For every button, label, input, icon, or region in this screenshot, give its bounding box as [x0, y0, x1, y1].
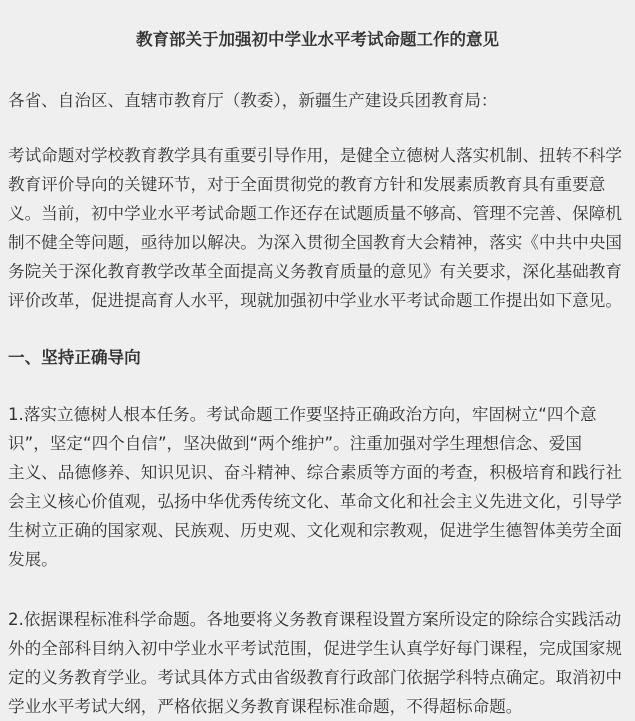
intro-paragraph [8, 141, 630, 315]
paragraph-line: 义。当前，初中学业水平考试命题工作还存在试题质量不够高、管理不完善、保障机 [8, 204, 622, 223]
paragraph-line: 发展。 [8, 550, 58, 569]
salutation-text: 各省、自治区、直辖市教育厅（教委），新疆生产建设兵团教育局： [8, 91, 498, 110]
paragraph-line: 评价改革，促进提高育人水平，现就加强初中学业水平考试命题工作提出如下意见。 [8, 291, 622, 310]
paragraph-line: 考试命题对学校教育教学具有重要引导作用，是健全立德树人落实机制、扭转不科学 [8, 146, 622, 165]
section-heading [8, 343, 630, 372]
paragraph-line: 识”，坚定“四个自信”，坚决做到“两个维护”。注重加强对学生理想信念、爱国 [8, 434, 582, 453]
paragraph-line: 主义、品德修养、知识见识、奋斗精神、综合素质等方面的考查，积极培育和践行社 [8, 463, 622, 482]
item1-paragraph [8, 400, 630, 574]
section-heading-text: 一、坚持正确导向 [8, 348, 141, 367]
paragraph-line: 1.落实立德树人根本任务。考试命题工作要坚持正确政治方向，牢固树立“四个意 [8, 405, 597, 424]
item2-paragraph [8, 605, 630, 721]
paragraph-line: 定的义务教育学业。考试具体方式由省级教育行政部门依据学科特点确定。取消初中 [8, 668, 622, 687]
salutation [8, 86, 630, 115]
paragraph-line: 学业水平考试大纲，严格依据义务教育课程标准命题，不得超标命题。 [8, 697, 523, 716]
paragraph-line: 外的全部科目纳入初中学业水平考试范围，促进学生认真学好每门课程，完成国家规 [8, 639, 622, 658]
paragraph-line: 2.依据课程标准科学命题。各地要将义务教育课程设置方案所设定的除综合实践活动 [8, 610, 622, 629]
paragraph-line: 生树立正确的国家观、民族观、历史观、文化观和宗教观，促进学生德智体美劳全面 [8, 521, 622, 540]
paragraph-line: 务院关于深化教育教学改革全面提高义务教育质量的意见》有关要求，深化基础教育 [8, 262, 622, 281]
paragraph-line: 制不健全等问题，亟待加以解决。为深入贯彻全国教育大会精神，落实《中共中央国 [8, 233, 622, 252]
paragraph-line: 教育评价导向的关键环节，对于全面贯彻党的教育方针和发展素质教育具有重要意 [8, 175, 606, 194]
document-title: 教育部关于加强初中学业水平考试命题工作的意见 [136, 30, 499, 49]
paragraph-line: 会主义核心价值观，弘扬中华优秀传统文化、革命文化和社会主义先进文化，引导学 [8, 492, 622, 511]
